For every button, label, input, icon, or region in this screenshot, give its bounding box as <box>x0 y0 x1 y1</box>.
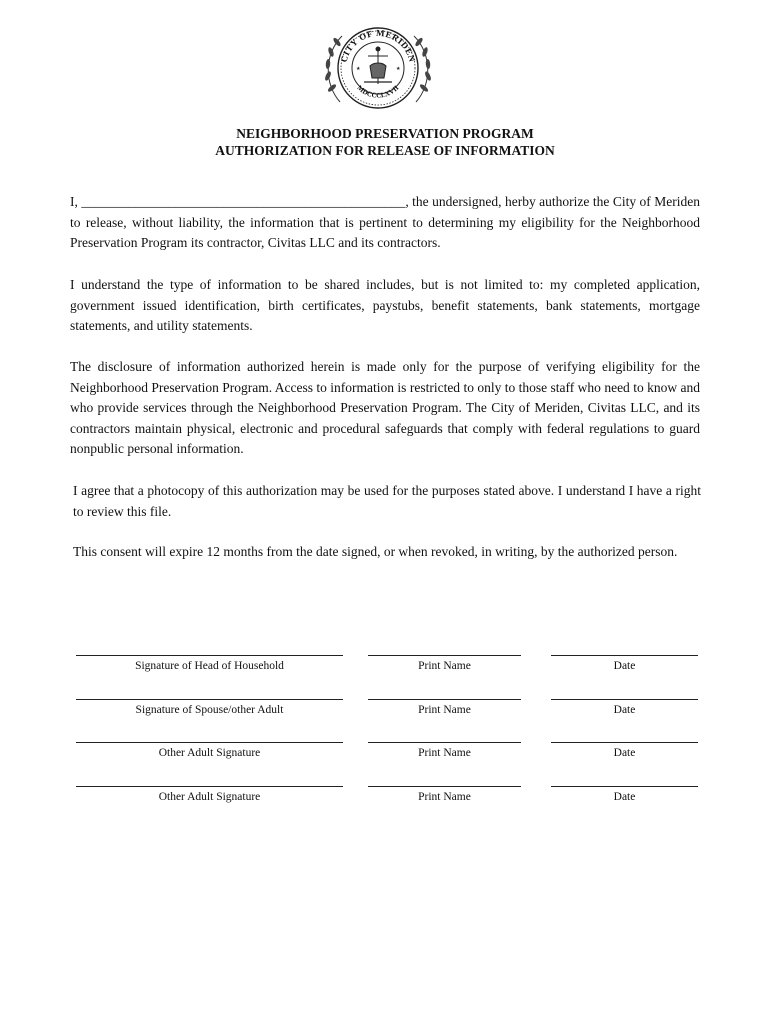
signature-row <box>0 786 770 816</box>
signature-label: Signature of Spouse/other Adult <box>135 704 284 716</box>
authorization-paragraph: I, ________________________________________________, the undersigned, herby authorize the City of Meriden to release, without liability, the information that is pertinent to determining my eligibility for the Neighborhood Preservation Program its contractor, Civitas LLC and its contractors. <box>70 194 700 250</box>
print-name-label: Print Name <box>418 791 471 803</box>
date-label: Date <box>613 660 636 672</box>
signature-row <box>0 655 770 685</box>
signature-label: Other Adult Signature <box>158 791 261 803</box>
consent-expiry-paragraph: This consent will expire 12 months from the date signed, or when revoked, in writing, by the authorized person. <box>73 544 678 559</box>
print-name-field[interactable] <box>368 742 521 759</box>
signature-row <box>0 742 770 772</box>
date-label: Date <box>613 791 636 803</box>
date-field[interactable] <box>551 742 698 759</box>
photocopy-paragraph: I agree that a photocopy of this authorization may be used for the purposes stated above. I understand I have a right to review this file. <box>73 483 701 519</box>
print-name-field[interactable] <box>368 699 521 716</box>
disclosure-paragraph: The disclosure of information authorized herein is made only for the purpose of verifying eligibility for the Neighborhood Preservation Program. Access to information is restricted to only to those staff who need to know and who provide services through the Neighborhood Preservation Program. The City of Meriden, Civitas LLC, and its contractors maintain physical, electronic and procedural safeguards that comply with federal regulations to guard nonpublic personal information. <box>70 359 700 456</box>
signature-field[interactable] <box>76 742 343 759</box>
signature-field[interactable] <box>76 699 343 716</box>
print-name-field[interactable] <box>368 786 521 803</box>
program-title: NEIGHBORHOOD PRESERVATION PROGRAM <box>236 126 534 141</box>
city-seal-logo <box>318 22 438 116</box>
signature-field[interactable] <box>76 786 343 803</box>
svg-text:★: ★ <box>356 67 361 72</box>
date-label: Date <box>613 747 636 759</box>
information-types-paragraph: I understand the type of information to be shared includes, but is not limited to: my completed application, government issued identification, birth certificates, paystubs, benefit statements, bank statements, mortgage statements, and utility statements. <box>70 277 700 333</box>
signature-row <box>0 699 770 729</box>
signature-field[interactable] <box>76 655 343 672</box>
print-name-label: Print Name <box>418 747 471 759</box>
form-title: AUTHORIZATION FOR RELEASE OF INFORMATION <box>215 143 555 158</box>
print-name-label: Print Name <box>418 704 471 716</box>
svg-text:★: ★ <box>396 67 401 72</box>
signature-label: Signature of Head of Household <box>135 660 284 672</box>
date-field[interactable] <box>551 786 698 803</box>
seal-bottom-text: MDCCCLXVII <box>355 83 401 100</box>
seal-top-text: CITY OF MERIDEN <box>338 27 418 64</box>
signature-label: Other Adult Signature <box>158 747 261 759</box>
date-field[interactable] <box>551 699 698 716</box>
date-field[interactable] <box>551 655 698 672</box>
print-name-field[interactable] <box>368 655 521 672</box>
date-label: Date <box>613 704 636 716</box>
print-name-label: Print Name <box>418 660 471 672</box>
